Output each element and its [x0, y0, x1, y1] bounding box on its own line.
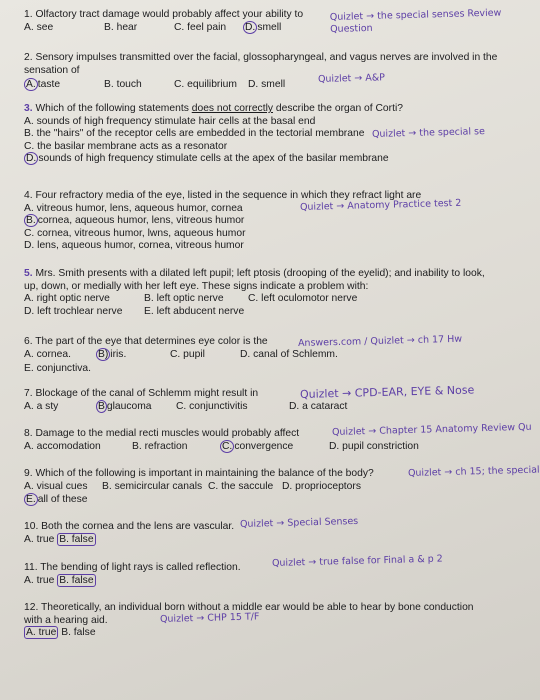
option-e: E. conjunctiva.: [24, 362, 91, 374]
question-stem: 11. The bending of light rays is called reflection.: [24, 562, 241, 573]
answer-circle: B): [98, 348, 109, 360]
option-b-selected: B. cornea, aqueous humor, lens, vitreous humor: [26, 215, 245, 227]
answer-circle: D.: [26, 153, 37, 165]
option-e: E. left abducent nerve: [144, 306, 245, 318]
option-c: C. pupil: [170, 348, 205, 360]
question-stem: 5. Mrs. Smith presents with a dilated left pupil; left ptosis (drooping of the eyelid); and inability to look,: [24, 268, 485, 279]
question-stem: 4. Four refractory media of the eye, listed in the sequence in which they refract light are: [24, 190, 422, 201]
option-a: A. accomodation: [24, 440, 101, 452]
option-c: C. left oculomotor nerve: [248, 293, 358, 305]
option-c: C. the saccule: [208, 480, 274, 492]
question-stem: 12. Theoretically, an individual born without a middle ear would be able to hear by bone conduction: [24, 602, 474, 613]
option-a: A. see: [24, 21, 54, 33]
option-e-selected: E. all of these: [26, 493, 88, 505]
option-b: B. refraction: [132, 440, 188, 452]
option-b-selected: B. false: [59, 574, 94, 586]
option-c-selected: C. convergence: [222, 440, 294, 452]
option-b: B. the "hairs" of the receptor cells are embedded in the tectorial membrane: [24, 128, 365, 140]
option-a-selected: A. true: [26, 627, 57, 639]
option-c: C. cornea, vitreous humor, lwns, aqueous humor: [24, 227, 246, 239]
answer-line: [24, 534, 525, 547]
question-stem-cont: with a hearing aid.: [24, 614, 108, 626]
option-a: A. right optic nerve: [24, 293, 110, 305]
question-stem-cont: sensation of: [24, 64, 80, 76]
option-b-selected: B glaucoma: [98, 400, 152, 412]
handwritten-note: Quizlet → Chapter 15 Anatomy Review Qu: [331, 421, 532, 438]
option-d: D. lens, aqueous humor, cornea, vitreous humor: [24, 240, 244, 252]
option-a: A. a sty: [24, 400, 59, 412]
option-d-selected: D. smell: [245, 21, 282, 33]
handwritten-note: Answers.com / Quizlet → ch 17 Hw: [297, 333, 463, 349]
option-d: D. a cataract: [289, 400, 348, 412]
option-a: A. true: [24, 574, 55, 586]
option-b-selected: B) iris.: [98, 348, 127, 360]
handwritten-note: Quizlet → A&P: [317, 72, 386, 85]
handwritten-note: Quizlet → the special senses Review Question: [329, 7, 502, 35]
question-stem: 9. Which of the following is important in maintaining the balance of the body?: [24, 468, 374, 479]
option-b: B. left optic nerve: [144, 293, 224, 305]
handwritten-note: Quizlet → ch 15; the special: [407, 464, 540, 479]
option-a: A. true: [24, 533, 55, 545]
question-stem: 10. Both the cornea and the lens are vascular.: [24, 521, 235, 532]
option-d: D. smell: [248, 79, 286, 91]
option-b: B. touch: [104, 79, 142, 91]
question-stem: 1. Olfactory tract damage would probably affect your ability to: [24, 9, 304, 20]
option-b: B. semicircular canals: [102, 480, 203, 492]
option-c: C. equilibrium: [174, 79, 237, 91]
answer-circle: D.: [245, 21, 256, 33]
answer-circle: C.: [222, 440, 233, 452]
question-stem-cont: up, down, or medially with her left eye. These signs indicate a problem with:: [24, 280, 369, 292]
answer-line: [24, 627, 525, 640]
option-c: C. feel pain: [174, 21, 227, 33]
option-a-selected: A. taste: [26, 79, 61, 91]
option-a: A. visual cues: [24, 480, 88, 492]
option-d: D. pupil constriction: [329, 440, 419, 452]
handwritten-note: Quizlet → CHP 15 T/F: [159, 611, 260, 625]
handwritten-note: Quizlet → Special Senses: [239, 515, 359, 530]
question-stem: 8. Damage to the medial recti muscles would probably affect: [24, 428, 300, 439]
option-a: A. sounds of high frequency stimulate hair cells at the basal end: [24, 115, 316, 127]
handwritten-note: Quizlet → the special se: [371, 126, 486, 140]
option-d: D. left trochlear nerve: [24, 306, 123, 318]
option-d: D. proprioceptors: [282, 480, 361, 492]
option-c: C. the basilar membrane acts as a resonator: [24, 140, 228, 152]
question-stem: 7. Blockage of the canal of Schlemm might result in: [24, 388, 259, 399]
question-2: [24, 52, 525, 93]
handwritten-note: Quizlet → Anatomy Practice test 2: [299, 197, 462, 213]
option-c: C. conjunctivitis: [176, 400, 248, 412]
question-stem: 2. Sensory impulses transmitted over the facial, glossopharyngeal, and vagus nerves are involved in the: [24, 52, 498, 63]
option-b-selected: B. false: [59, 533, 94, 545]
question-stem: 6. The part of the eye that determines eye color is the: [24, 336, 268, 347]
option-d-selected: D. sounds of high frequency stimulate cells at the apex of the basilar membrane: [26, 153, 389, 165]
option-a: A. vitreous humor, lens, aqueous humor, cornea: [24, 202, 243, 214]
answer-circle: B.: [26, 215, 36, 227]
option-b: B. false: [61, 627, 96, 639]
question-5: [24, 268, 525, 319]
handwritten-note: Quizlet → CPD-EAR, EYE & Nose: [299, 383, 475, 401]
answer-circle: A.: [26, 79, 36, 91]
question-stem: 3. Which of the following statements does not correctly describe the organ of Corti?: [24, 103, 403, 114]
answer-circle: B: [98, 400, 105, 412]
option-b: B. hear: [104, 21, 138, 33]
option-d: D. canal of Schlemm.: [240, 348, 338, 360]
question-12: [24, 602, 525, 640]
answer-circle: E.: [26, 493, 36, 505]
handwritten-note: Quizlet → true false for Final a & p 2: [271, 553, 443, 569]
answer-line: [24, 575, 525, 588]
option-a: A. cornea.: [24, 348, 71, 360]
